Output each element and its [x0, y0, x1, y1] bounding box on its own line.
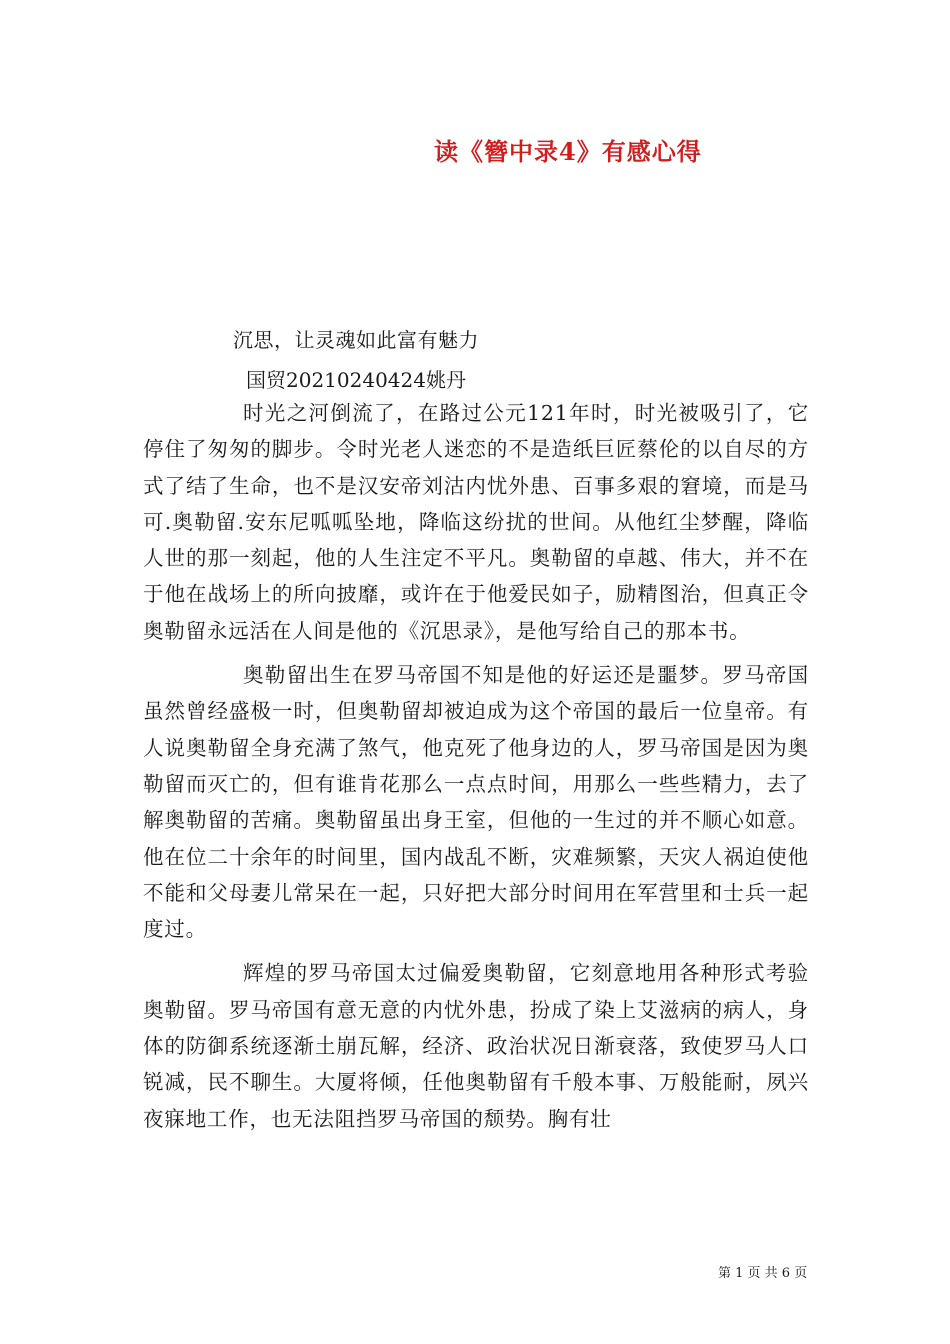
paragraph: 辉煌的罗马帝国太过偏爱奥勒留，它刻意地用各种形式考验奥勒留。罗马帝国有意无意的内忧外患，扮成了染上艾滋病的病人，身体的防御系统逐渐土崩瓦解，经济、政治状况日渐衰落，致使罗马人口锐减，民不聊生。大厦将倾，任他奥勒留有千般本事、万般能耐，夙兴夜寐地工作，也无法阻挡罗马帝国的颓势。胸有壮: [143, 961, 809, 1131]
essay-subtitle: 沉思，让灵魂如此富有魅力: [233, 328, 479, 352]
paragraph: 时光之河倒流了，在路过公元121年时，时光被吸引了，它停住了匆匆的脚步。令时光老人迷恋的不是造纸巨匠蔡伦的以自尽的方式了结了生命，也不是汉安帝刘沽内忧外患、百事多艰的窘境，而是马可.奥勒留.安东尼呱呱坠地，降临这纷扰的世间。从他红尘梦醒，降临人世的那一刻起，他的人生注定不平凡。奥勒留的卓越、伟大，并不在于他在战场上的所向披靡，或许在于他爱民如子，励精图治，但真正令奥勒留永远活在人间是他的《沉思录》，是他写给自己的那本书。: [143, 401, 809, 643]
page-number-footer: 第 1 页 共 6 页: [718, 1266, 808, 1281]
document-title: 读《簪中录4》有感心得: [434, 137, 702, 166]
author-line: 国贸20210240424姚丹: [246, 368, 466, 392]
paragraph: 奥勒留出生在罗马帝国不知是他的好运还是噩梦。罗马帝国虽然曾经盛极一时，但奥勒留却被迫成为这个帝国的最后一位皇帝。有人说奥勒留全身充满了煞气，他克死了他身边的人，罗马帝国是因为奥勒留而灭亡的，但有谁肯花那么一点点时间，用那么一些些精力，去了解奥勒留的苦痛。奥勒留虽出身王室，但他的一生过的并不顺心如意。他在位二十余年的时间里，国内战乱不断，灾难频繁，天灾人祸迫使他不能和父母妻儿常呆在一起，只好把大部分时间用在军营里和士兵一起度过。: [143, 663, 809, 942]
document-body: [143, 395, 809, 1145]
